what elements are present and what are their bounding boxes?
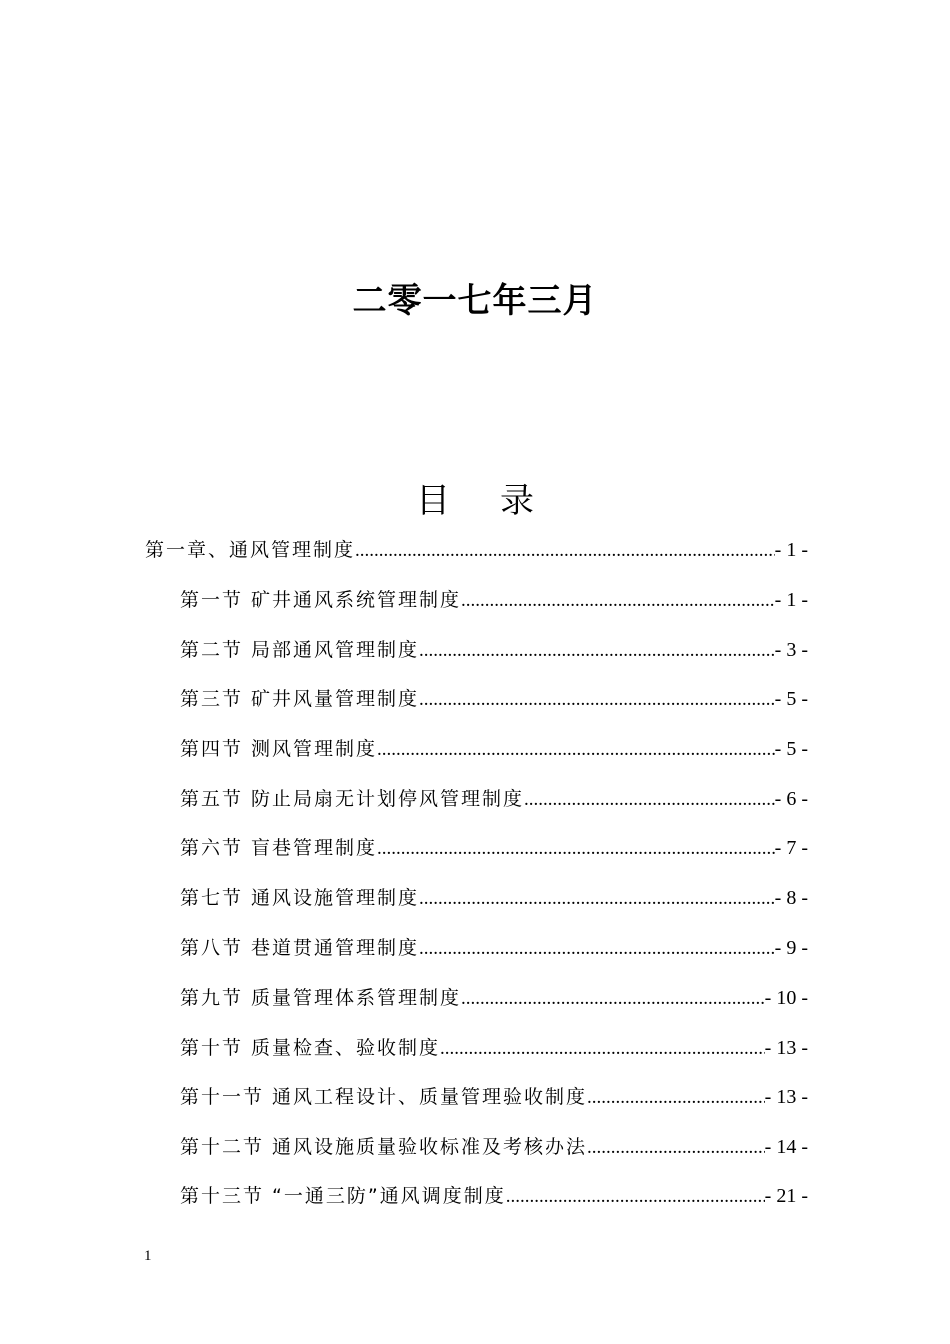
cover-date: 二零一七年三月 <box>352 281 598 321</box>
toc-title-left: 目 <box>416 481 450 521</box>
toc-entry-label: 第九节 质量管理体系管理制度 <box>180 987 462 1009</box>
toc-leader <box>419 636 775 666</box>
toc-entry-page: - 13 - <box>764 1037 808 1059</box>
toc-entry-page: - 1 - <box>774 539 808 561</box>
toc-entry-section-3[interactable] <box>180 684 808 714</box>
toc-entry-page: - 5 - <box>774 738 808 760</box>
toc-entry-section-6[interactable] <box>180 833 808 863</box>
toc-entry-label: 第四节 测风管理制度 <box>180 738 378 760</box>
toc-entry-section-8[interactable] <box>180 933 808 963</box>
toc-entry-label: 第六节 盲巷管理制度 <box>180 837 378 859</box>
toc-entry-page: - 5 - <box>774 688 808 710</box>
toc-entry-label: 第十二节 通风设施质量验收标准及考核办法 <box>180 1136 588 1158</box>
toc-entry-page: - 9 - <box>774 937 808 959</box>
toc-entry-label: 第八节 巷道贯通管理制度 <box>180 937 420 959</box>
toc-entry-page: - 10 - <box>764 987 808 1009</box>
toc-title <box>0 478 950 524</box>
toc-entry-page: - 3 - <box>774 639 808 661</box>
toc-entry-section-12[interactable] <box>180 1132 808 1162</box>
toc-title-right: 录 <box>500 481 534 521</box>
toc-entry-label: 第十三节 “一通三防”通风调度制度 <box>180 1185 506 1207</box>
page-number: 1 <box>144 1248 152 1264</box>
toc-leader <box>506 1182 765 1212</box>
toc-leader <box>461 586 775 616</box>
toc-entry-page: - 6 - <box>774 788 808 810</box>
toc-entry-page: - 14 - <box>764 1136 808 1158</box>
toc-entry-page: - 7 - <box>774 837 808 859</box>
toc-leader <box>419 685 775 715</box>
toc-entry-section-10[interactable] <box>180 1033 808 1063</box>
toc-entry-page: - 13 - <box>764 1086 808 1108</box>
toc-entry-label: 第一节 矿井通风系统管理制度 <box>180 589 462 611</box>
toc-leader <box>377 834 775 864</box>
toc-entry-label: 第十节 质量检查、验收制度 <box>180 1037 441 1059</box>
toc-entry-section-5[interactable] <box>180 784 808 814</box>
toc-entry-label: 第三节 矿井风量管理制度 <box>180 688 420 710</box>
toc-leader <box>377 735 775 765</box>
toc-entry-label: 第五节 防止局扇无计划停风管理制度 <box>180 788 525 810</box>
toc-entry-label: 第二节 局部通风管理制度 <box>180 639 420 661</box>
toc-leader <box>419 884 775 914</box>
toc-entry-section-13[interactable] <box>180 1181 808 1211</box>
toc-entry-section-1[interactable] <box>180 585 808 615</box>
toc-entry-label: 第一章、通风管理制度 <box>145 539 356 561</box>
toc-leader <box>419 934 775 964</box>
toc-entry-page: - 1 - <box>774 589 808 611</box>
toc-entry-section-7[interactable] <box>180 883 808 913</box>
toc-entry-section-4[interactable] <box>180 734 808 764</box>
toc-entry-section-11[interactable] <box>180 1082 808 1112</box>
toc-entry-page: - 8 - <box>774 887 808 909</box>
toc-entry-label: 第七节 通风设施管理制度 <box>180 887 420 909</box>
toc-entry-chapter-1[interactable] <box>145 535 808 565</box>
toc-leader <box>461 984 765 1014</box>
toc-leader <box>440 1034 765 1064</box>
toc-leader <box>587 1133 765 1163</box>
toc-entry-label: 第十一节 通风工程设计、质量管理验收制度 <box>180 1086 588 1108</box>
toc-entry-section-9[interactable] <box>180 983 808 1013</box>
toc-entry-page: - 21 - <box>764 1185 808 1207</box>
toc-entry-section-2[interactable] <box>180 635 808 665</box>
toc-leader <box>355 536 775 566</box>
toc-leader <box>524 785 775 815</box>
toc-leader <box>587 1083 765 1113</box>
